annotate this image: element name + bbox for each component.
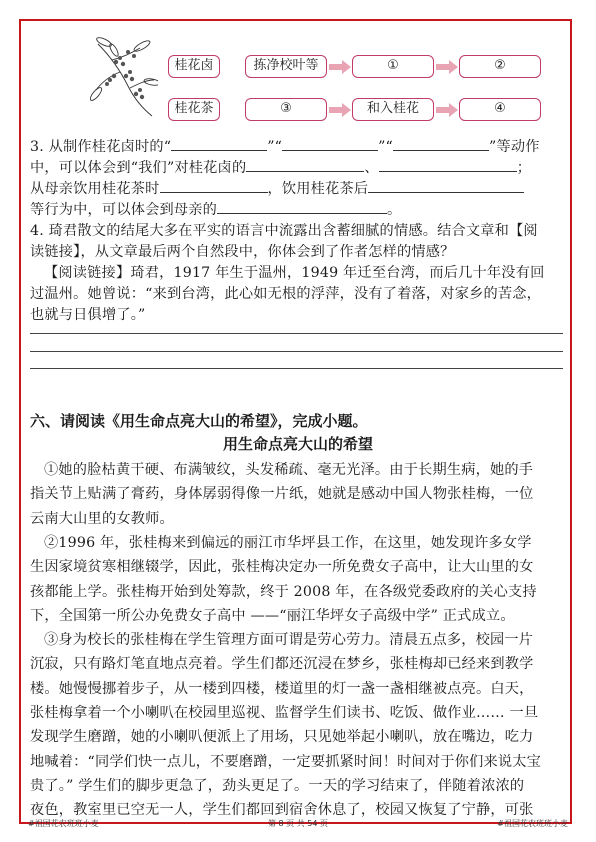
q3-line-4: 等行为中，可以体会到母亲的 。 (30, 199, 401, 220)
passage-line: ①她的脸枯黄干硬、布满皱纹，头发稀疏、毫无光泽。由于长期生病，她的手 (44, 462, 534, 478)
passage-line: 生因家境贫寒相继辍学，因此，张桂梅决定办一所免费女子高中，让大山里的女 (30, 559, 534, 576)
q3-line-1: 3. 从制作桂花卤时的“ ”“ ”“ ”等动作 (30, 136, 540, 157)
row1-step-1: 拣净校叶等 (245, 55, 327, 78)
answer-blank[interactable] (217, 199, 387, 214)
answer-blank[interactable] (368, 178, 524, 193)
reading-link-line-1: 【阅读链接】琦君，1917 年生于温州，1949 年迁至台湾，而后几十年没有回 (44, 265, 545, 281)
passage-line: ③身为校长的张桂梅在学生管理方面可谓是劳心劳力。清晨五点多，校园一片 (44, 632, 534, 649)
reading-link-line-2: 过温州。她曾说：“来到台湾，此心如无根的浮萍，没有了着落，对家乡的苦念， (30, 286, 542, 302)
row1-step-2: ① (352, 55, 434, 78)
passage-line: 发现学生磨蹭，她的小喇叭便派上了用场，只见她举起小喇叭，放在嘴边，吃力 (30, 729, 534, 746)
passage-line: 沉寂，只有路灯笔直地点亮着。学生们都还沉浸在梦乡，张桂梅却已经来到教学 (30, 656, 534, 673)
row1-label-box: 桂花卤 (168, 55, 220, 78)
passage-line: 孩都能上学。张桂梅开始到处筹款，终于 2008 年，在各级党委政府的关心支持 (30, 583, 537, 600)
section-heading: 六、请阅读《用生命点亮大山的希望》，完成小题。 (30, 412, 368, 430)
passage-line: 贵了。” 学生们的脚步更急了，劲头更足了。一天的学习结束了，伴随着浓浓的 (30, 777, 525, 794)
answer-blank[interactable] (379, 157, 517, 172)
row1-step-3: ② (459, 55, 541, 78)
answer-blank[interactable] (171, 136, 267, 151)
answer-line[interactable] (30, 368, 563, 369)
row2-label-box: 桂花茶 (168, 98, 220, 121)
footer-right: #祖国花农班班小麦 (497, 819, 568, 828)
arrow-icon (436, 103, 458, 117)
page-number: 第 8 页 共 54 页 (268, 819, 328, 828)
q3-line-3: 从母亲饮用桂花茶时 ，饮用桂花茶后 (30, 178, 524, 199)
row2-step-3: ④ (459, 98, 541, 121)
answer-line[interactable] (30, 333, 563, 334)
arrow-icon (329, 103, 351, 117)
arrow-icon (436, 60, 458, 74)
answer-blank[interactable] (160, 178, 268, 193)
passage-title: 用生命点亮大山的希望 (222, 435, 373, 453)
q4-line-1: 4. 琦君散文的结尾大多在平实的语言中流露出含蓄细腻的情感。结合文章和【阅 (30, 223, 538, 239)
passage-line: 云南大山里的女教师。 (30, 510, 174, 527)
q4-line-2: 读链接】，从文章最后两个自然段中，你体会到了作者怎样的情感？ (30, 244, 455, 260)
answer-blank[interactable] (246, 157, 364, 172)
reading-link-line-3: 也就与日俱增了。” (30, 307, 146, 323)
passage-line: 地喊着：“同学们快一点儿，不要磨蹭，一定要抓紧时间！时间对于你们来说太宝 (30, 753, 542, 770)
answer-blank[interactable] (393, 136, 489, 151)
q3-line-2: 中，可以体会到“我们”对桂花卤的 、 ； (30, 157, 531, 178)
passage-line: 楼。她慢慢挪着步子，从一楼到四楼，楼道里的灯一盏一盏相继被点亮。白天， (30, 680, 534, 697)
row2-step-1: ③ (245, 98, 327, 121)
footer-left: #祖国花农班班小麦 (28, 819, 99, 828)
passage-line: ②1996 年，张桂梅来到偏远的丽江市华坪县工作，在这里，她发现许多女学 (44, 534, 532, 551)
passage-line: 指关节上贴满了膏药，身体孱弱得像一片纸，她就是感动中国人物张桂梅，一位 (30, 486, 534, 503)
osmanthus-branch-icon (90, 36, 158, 118)
passage-line: 张桂梅拿着一个小喇叭在校园里巡视、监督学生们读书、吃饭、做作业…… 一旦 (30, 705, 539, 721)
row2-step-2: 和入桂花 (352, 98, 434, 121)
answer-blank[interactable] (282, 136, 378, 151)
arrow-icon (329, 60, 351, 74)
answer-line[interactable] (30, 351, 563, 352)
passage-line: 下，全国第一所公办免费女子高中 ——“丽江华坪女子高级中学” 正式成立。 (30, 607, 515, 624)
passage-line: 夜色，教室里已空无一人，学生们都回到宿舍休息了，校园又恢复了宁静，可张 (30, 802, 534, 819)
